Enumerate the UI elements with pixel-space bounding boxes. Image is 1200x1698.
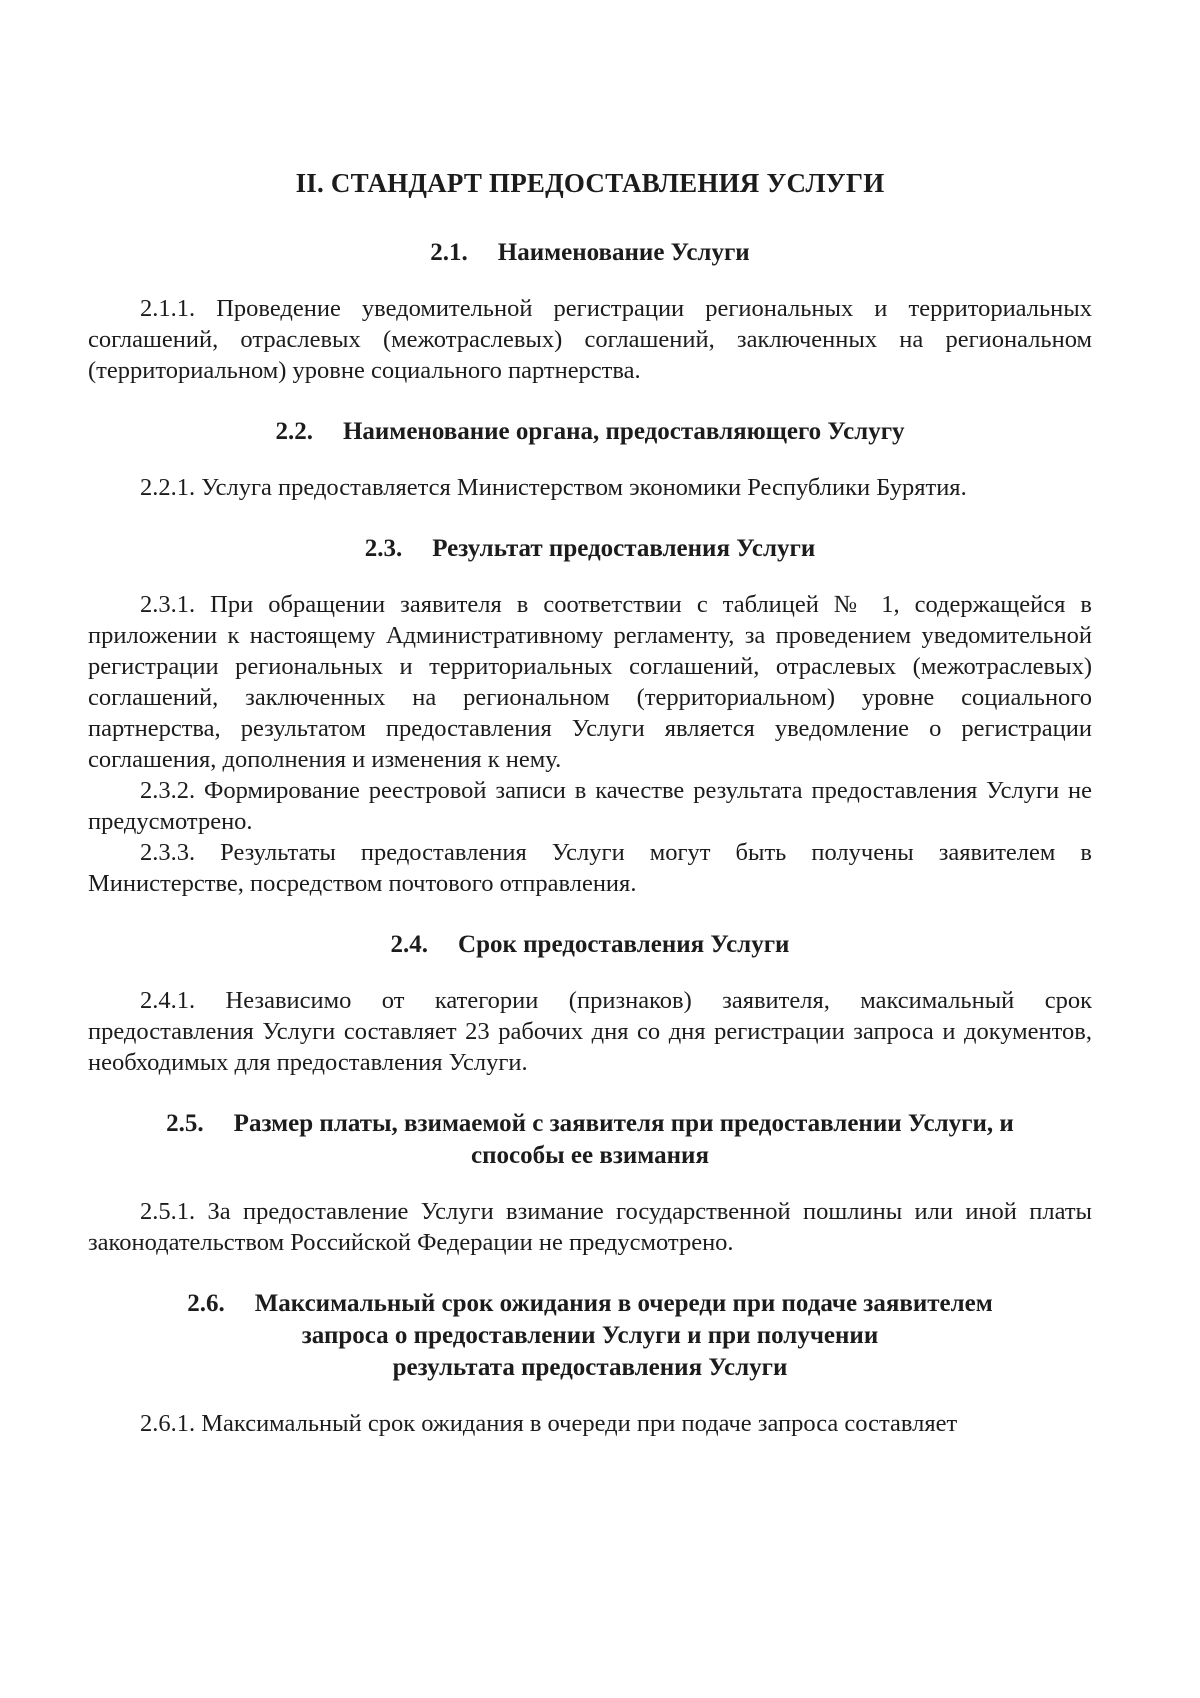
section-2-2 — [88, 416, 1092, 503]
section-number: 2.2. — [275, 418, 313, 445]
section-number: 2.6. — [187, 1290, 225, 1317]
section-title-line-3: результата предоставления Услуги — [392, 1354, 788, 1381]
section-title-line-2: запроса о предоставлении Услуги и при получении — [301, 1322, 879, 1349]
section-title-line-1: Размер платы, взимаемой с заявителя при предоставлении Услуги, и — [233, 1110, 1014, 1137]
section-number: 2.4. — [390, 931, 429, 958]
section-2-1 — [88, 237, 1092, 386]
paragraph-2-1-1: 2.1.1. Проведение уведомительной регистрации региональных и территориальных соглашений, отраслевых (межотраслевых) соглашений, заключенных на региональном (территориальном) уровне социального партнерства. — [88, 295, 1092, 384]
section-title: Срок предоставления Услуги — [458, 931, 790, 958]
paragraph-2-2-1: 2.2.1. Услуга предоставляется Министерством экономики Республики Бурятия. — [140, 474, 967, 501]
paragraph-2-3-2: 2.3.2. Формирование реестровой записи в качестве результата предоставления Услуги не предусмотрено. — [88, 777, 1092, 835]
section-title: Наименование Услуги — [497, 239, 750, 266]
section-heading — [88, 416, 1092, 448]
section-title-line-1: Максимальный срок ожидания в очереди при подаче заявителем — [254, 1290, 993, 1317]
document-title: II. СТАНДАРТ ПРЕДОСТАВЛЕНИЯ УСЛУГИ — [295, 168, 885, 198]
section-title: Результат предоставления Услуги — [432, 535, 816, 562]
section-2-6 — [88, 1288, 1092, 1439]
section-heading — [88, 533, 1092, 565]
section-heading — [88, 929, 1092, 961]
paragraph-2-6-1: 2.6.1. Максимальный срок ожидания в очереди при подаче запроса составляет — [140, 1410, 958, 1437]
paragraph-2-5-1: 2.5.1. За предоставление Услуги взимание государственной пошлины или иной платы законодательством Российской Федерации не предусмотрено. — [88, 1198, 1092, 1256]
section-title-line-2: способы ее взимания — [471, 1142, 709, 1169]
section-heading — [88, 1108, 1092, 1172]
section-2-3 — [88, 533, 1092, 899]
section-number: 2.1. — [430, 239, 468, 266]
paragraph-2-4-1: 2.4.1. Независимо от категории (признаков) заявителя, максимальный срок предоставления Услуги составляет 23 рабочих дня со дня регистрации запроса и документов, необходимых для предоставления Услуги. — [88, 987, 1092, 1076]
section-title: Наименование органа, предоставляющего Услугу — [342, 418, 905, 445]
section-2-4 — [88, 929, 1092, 1078]
section-heading — [88, 1288, 1092, 1384]
section-heading — [88, 237, 1092, 269]
section-number: 2.5. — [166, 1110, 204, 1137]
section-number: 2.3. — [364, 535, 403, 562]
paragraph-2-3-3: 2.3.3. Результаты предоставления Услуги могут быть получены заявителем в Министерстве, посредством почтового отправления. — [88, 839, 1092, 897]
section-2-5 — [88, 1108, 1092, 1258]
paragraph-2-3-1: 2.3.1. При обращении заявителя в соответствии с таблицей № 1, содержащейся в приложении к настоящему Административному регламенту, за проведением уведомительной регистрации региональных и территориальных соглашений, отраслевых (межотраслевых) соглашений, заключенных на региональном (территориальном) уровне социального партнерства, результатом предоставления Услуги является уведомление о регистрации соглашения, дополнения и изменения к нему. — [88, 591, 1092, 773]
